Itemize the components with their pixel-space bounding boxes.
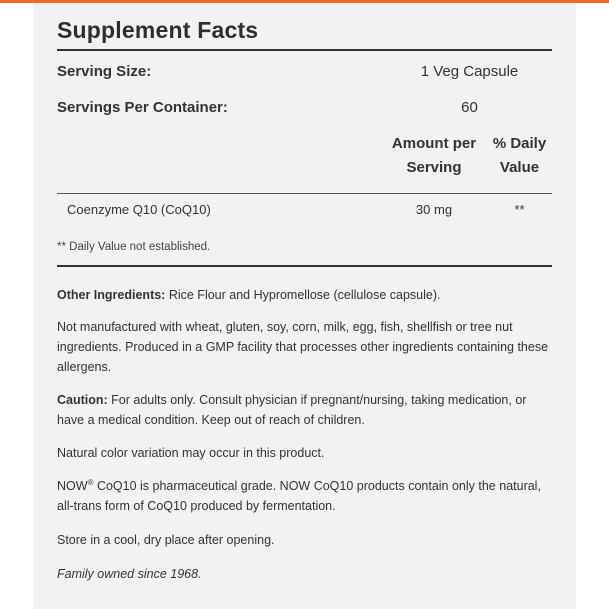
daily-value-footnote: ** Daily Value not established.	[57, 241, 211, 253]
ingredient-daily-value: **	[514, 202, 525, 217]
page-title: Supplement Facts	[57, 17, 259, 43]
family-owned-note	[57, 564, 552, 584]
serving-size-label: Serving Size:	[57, 63, 152, 80]
allergen-statement: Not manufactured with wheat, gluten, soy, corn, milk, egg, fish, shellfish or tree nut ingredients. Produced in a GMP facility that processes other ingredients containing these allergens.	[57, 320, 549, 374]
servings-per-container-value: 60	[461, 99, 478, 116]
amount-header-line2: Serving	[406, 159, 462, 176]
dv-header-line2: Value	[499, 159, 540, 176]
other-ingredients	[57, 285, 552, 305]
facts-bottom-divider	[57, 265, 552, 267]
grade-text: CoQ10 is pharmaceutical grade. NOW CoQ10 products contain only the natural, all-trans form of CoQ10 produced by fermentation.	[57, 479, 541, 513]
amount-per-serving-header	[387, 132, 481, 180]
caution-label: Caution:	[57, 393, 108, 407]
other-ingredients-text: Rice Flour and Hypromellose (cellulose capsule).	[168, 288, 441, 302]
color-variation-note: Natural color variation may occur in this product.	[57, 446, 325, 460]
storage-note: Store in a cool, dry place after opening.	[57, 533, 275, 547]
daily-value-header	[487, 132, 552, 180]
header-divider	[57, 193, 552, 194]
pharmaceutical-grade-note	[57, 476, 552, 516]
registered-mark: ®	[87, 477, 94, 487]
ingredient-name: Coenzyme Q10 (CoQ10)	[67, 202, 211, 217]
ingredient-amount: 30 mg	[415, 202, 453, 217]
family-owned-text: Family owned since 1968.	[57, 567, 202, 581]
amount-header-line1: Amount per	[391, 135, 477, 152]
brand-name: NOW	[57, 479, 88, 493]
supplement-facts-panel	[33, 3, 576, 609]
dv-header-line1: % Daily	[492, 135, 547, 152]
caution-text: For adults only. Consult physician if pregnant/nursing, taking medication, or have a medical condition. Keep out of reach of children.	[57, 393, 527, 427]
title-divider	[57, 49, 552, 51]
servings-per-container-label: Servings Per Container:	[57, 99, 228, 116]
other-ingredients-label: Other Ingredients:	[57, 288, 166, 302]
serving-size-value: 1 Veg Capsule	[420, 63, 519, 80]
caution-statement	[57, 390, 552, 430]
